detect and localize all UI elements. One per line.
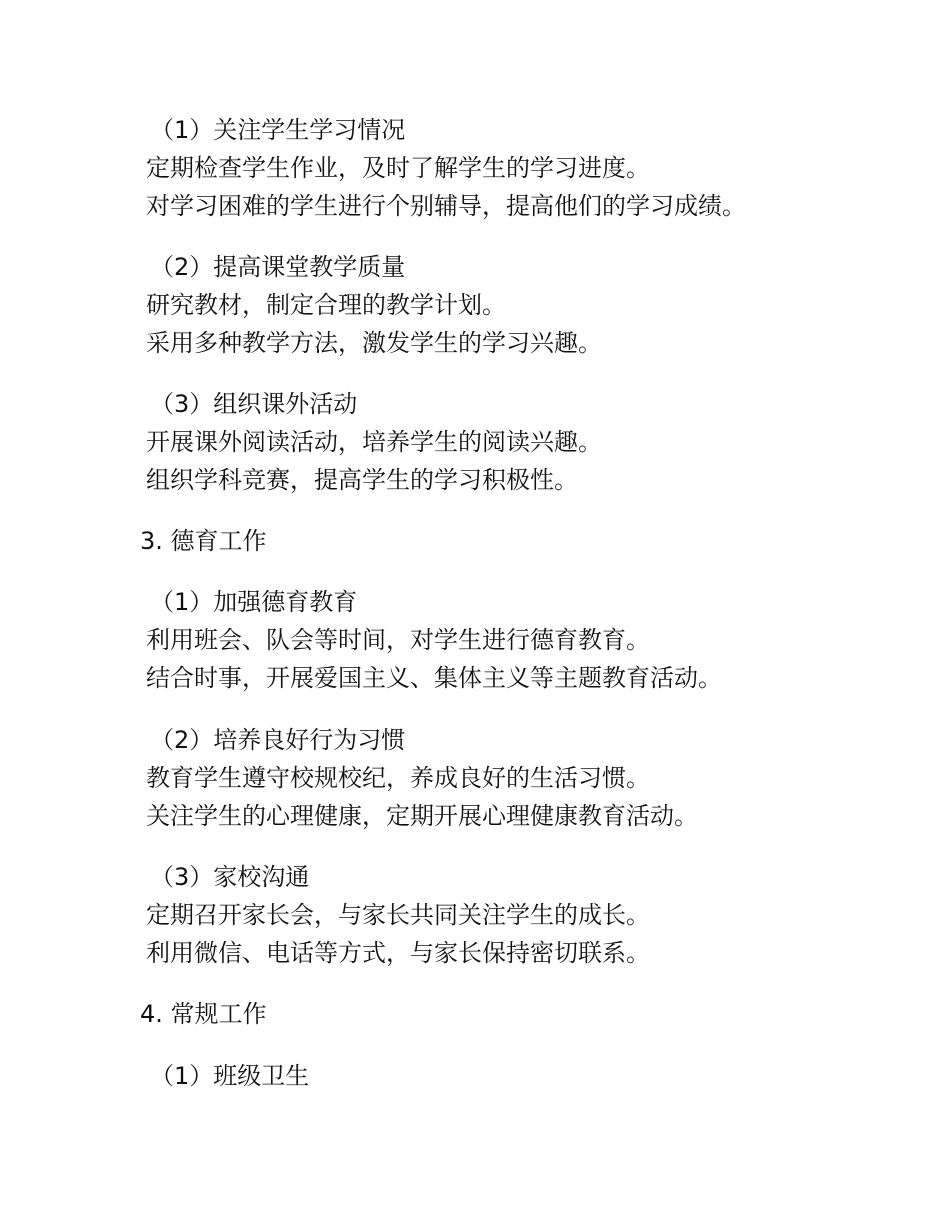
paragraph-line: 定期检查学生作业，及时了解学生的学习进度。 xyxy=(146,154,650,182)
paragraph-line: 利用班会、队会等时间，对学生进行德育教育。 xyxy=(146,626,650,654)
subheading-class-hygiene: （1）班级卫生 xyxy=(150,1062,310,1090)
paragraph-line: 教育学生遵守校规校纪，养成良好的生活习惯。 xyxy=(146,764,650,792)
section-heading-routine-work: 4. 常规工作 xyxy=(140,1000,267,1028)
paragraph-line: 开展课外阅读活动，培养学生的阅读兴趣。 xyxy=(146,428,602,456)
paragraph-line: 利用微信、电话等方式，与家长保持密切联系。 xyxy=(146,939,650,967)
subheading-teaching-quality: （2）提高课堂教学质量 xyxy=(150,253,406,281)
subheading-extracurricular: （3）组织课外活动 xyxy=(150,390,358,418)
subheading-home-school: （3）家校沟通 xyxy=(150,863,310,891)
paragraph-line: 关注学生的心理健康，定期开展心理健康教育活动。 xyxy=(146,802,698,830)
paragraph-line: 结合时事，开展爱国主义、集体主义等主题教育活动。 xyxy=(146,664,722,692)
section-heading-moral-education: 3. 德育工作 xyxy=(140,527,267,555)
paragraph-line: 组织学科竞赛，提高学生的学习积极性。 xyxy=(146,466,578,494)
paragraph-line: 采用多种教学方法，激发学生的学习兴趣。 xyxy=(146,329,602,357)
paragraph-line: 对学习困难的学生进行个别辅导，提高他们的学习成绩。 xyxy=(146,192,746,220)
paragraph-line: 定期召开家长会，与家长共同关注学生的成长。 xyxy=(146,901,650,929)
subheading-moral-education: （1）加强德育教育 xyxy=(150,588,358,616)
subheading-good-habits: （2）培养良好行为习惯 xyxy=(150,726,406,754)
paragraph-line: 研究教材，制定合理的教学计划。 xyxy=(146,291,506,319)
subheading-study-situation: （1）关注学生学习情况 xyxy=(150,116,406,144)
